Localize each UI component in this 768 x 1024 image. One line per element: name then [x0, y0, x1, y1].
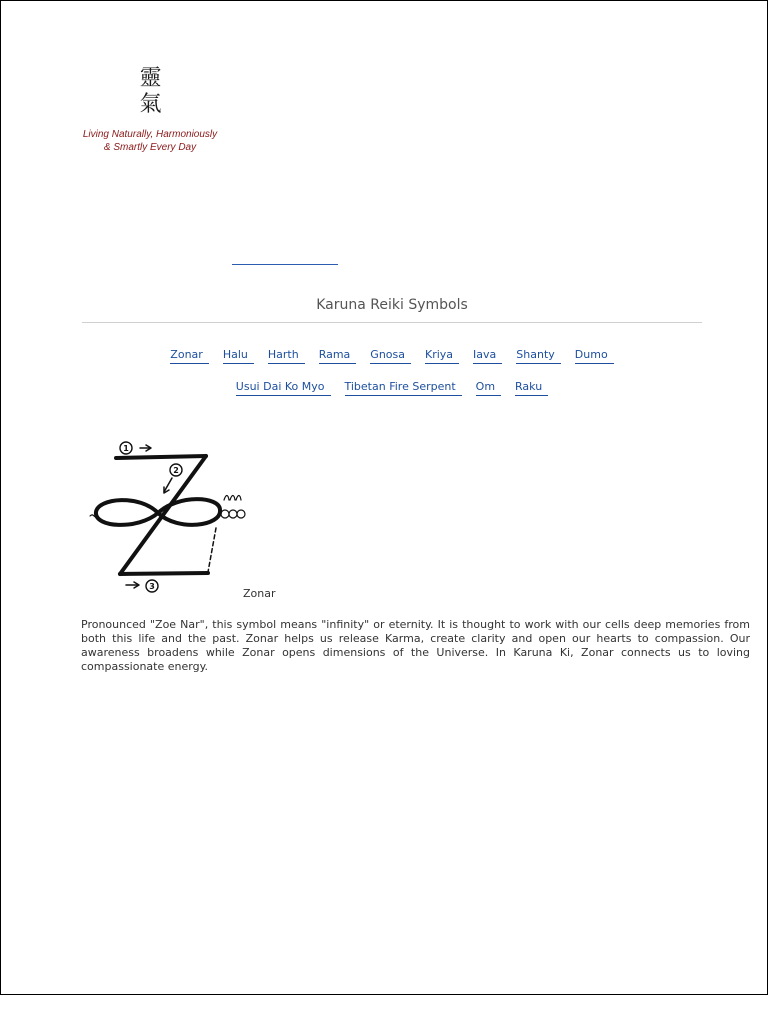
- symbol-description: Pronounced "Zoe Nar", this symbol means "infinity" or eternity. It is thought to work with our cells deep memories from both this life and the past. Zonar helps us release Karma, create clarity and open our hearts to compassion. Our awareness broadens while Zonar opens dimensions of the Universe. In Karuna Ki, Zonar connects us to loving compassionate energy.: [81, 618, 750, 673]
- nav-link-tibetan-fire-serpent[interactable]: Tibetan Fire Serpent: [345, 380, 462, 396]
- nav-link-dumo[interactable]: Dumo: [575, 348, 614, 364]
- title-divider: [82, 322, 702, 323]
- nav-link-shanty[interactable]: Shanty: [516, 348, 561, 364]
- step-3-label: 3: [149, 582, 155, 591]
- symbol-caption: Zonar: [243, 587, 276, 600]
- empty-link[interactable]: [232, 264, 338, 265]
- symbol-nav-row-2: [82, 380, 702, 396]
- tagline-line-1: Living Naturally, Harmoniously: [82, 129, 218, 140]
- nav-link-kriya[interactable]: Kriya: [425, 348, 459, 364]
- step-2-label: 2: [173, 466, 179, 475]
- nav-link-om[interactable]: Om: [476, 380, 501, 396]
- reiki-kanji-logo: 靈氣: [139, 66, 161, 117]
- nav-link-rama[interactable]: Rama: [319, 348, 357, 364]
- site-logo[interactable]: [70, 66, 230, 160]
- tagline-line-2: & Smartly Every Day: [103, 142, 197, 153]
- symbol-nav-row-1: [82, 348, 702, 364]
- nav-link-gnosa[interactable]: Gnosa: [370, 348, 411, 364]
- nav-link-raku[interactable]: Raku: [515, 380, 548, 396]
- nav-link-iava[interactable]: Iava: [473, 348, 502, 364]
- step-1-label: 1: [123, 444, 129, 453]
- nav-link-usui-dai-ko-myo[interactable]: Usui Dai Ko Myo: [236, 380, 331, 396]
- nav-link-harth[interactable]: Harth: [268, 348, 305, 364]
- site-tagline: [70, 128, 230, 154]
- zonar-symbol-image: [80, 436, 250, 596]
- page-title: Karuna Reiki Symbols: [316, 297, 468, 313]
- nav-link-zonar[interactable]: Zonar: [170, 348, 209, 364]
- nav-link-halu[interactable]: Halu: [223, 348, 254, 364]
